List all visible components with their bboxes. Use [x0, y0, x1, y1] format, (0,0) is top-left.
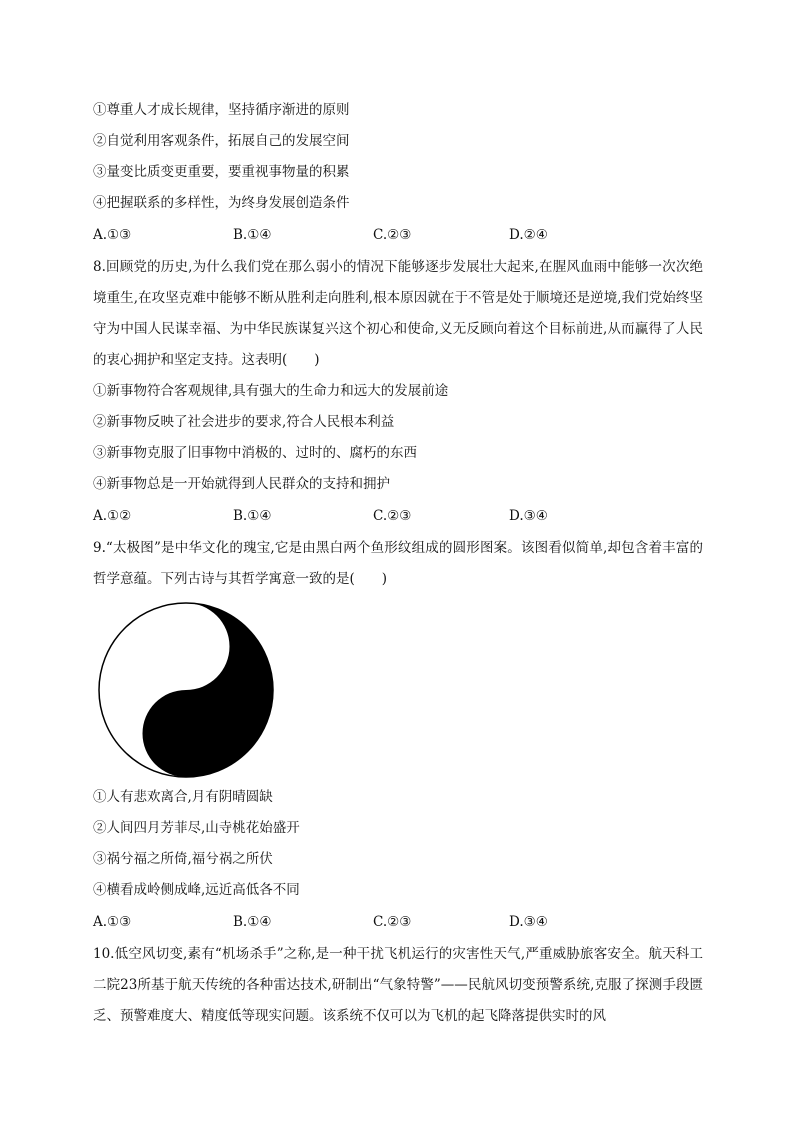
q8-statement-2: ②新事物反映了社会进步的要求,符合人民根本利益: [93, 414, 395, 430]
q10-stem: 10.低空风切变,素有“机场杀手”之称,是一种干扰飞机运行的灾害性天气,严重威胁旅客安全。航天科工二院23所基于航天传统的各种雷达技术,研制出“气象特警”——民航风切变预警系统,克服了探测手段匮乏、预警难度大、精度低等现实问题。该系统不仅可以为飞机的起飞降落提供实时的风: [93, 946, 703, 1024]
q7-statement-2: ②自觉利用客观条件，拓展自己的发展空间: [93, 133, 350, 149]
q9-statement-1: ①人有悲欢离合,月有阴晴圆缺: [93, 789, 273, 805]
q7-statement-1: ①尊重人才成长规律，坚持循序渐进的原则: [93, 102, 350, 118]
q9-options: [93, 912, 703, 932]
q7-option-d: D.②④: [509, 227, 548, 243]
q7-statement-4: ④把握联系的多样性，为终身发展创造条件: [93, 195, 350, 211]
q8-option-c: C.②③: [373, 508, 412, 524]
q9-statement-4: ④横看成岭侧成峰,远近高低各不同: [93, 882, 300, 898]
q8-option-a: A.①②: [93, 508, 132, 524]
q9-option-a: A.①③: [93, 914, 132, 930]
q9-option-c: C.②③: [373, 914, 412, 930]
q8-statement-3: ③新事物克服了旧事物中消极的、过时的、腐朽的东西: [93, 445, 417, 461]
q7-options: [93, 225, 703, 245]
taiji-yin-yang-icon: [97, 601, 275, 779]
q9-option-d: D.③④: [509, 914, 548, 930]
taiji-dark-dot: [177, 725, 195, 743]
q9-stem: 9.“太极图”是中华文化的瑰宝,它是由黑白两个鱼形纹组成的圆形图案。该图看似简单,却包含着丰富的哲学意蕴。下列古诗与其哲学寓意一致的是( ): [93, 540, 703, 587]
q9-statement-2: ②人间四月芳菲尽,山寺桃花始盛开: [93, 820, 300, 836]
taiji-light-dot: [177, 638, 195, 656]
q7-option-b: B.①④: [233, 227, 272, 243]
q8-statement-4: ④新事物总是一开始就得到人民群众的支持和拥护: [93, 476, 390, 492]
q8-option-d: D.③④: [509, 508, 548, 524]
q9-statement-3: ③祸兮福之所倚,福兮祸之所伏: [93, 851, 273, 867]
q7-statement-3: ③量变比质变更重要，要重视事物量的积累: [93, 164, 350, 180]
q9-option-b: B.①④: [233, 914, 272, 930]
q7-option-a: A.①③: [93, 227, 132, 243]
q8-statement-1: ①新事物符合客观规律,具有强大的生命力和远大的发展前途: [93, 383, 449, 399]
q8-options: [93, 506, 703, 526]
q8-option-b: B.①④: [233, 508, 272, 524]
q8-stem: 8.回顾党的历史,为什么我们党在那么弱小的情况下能够逐步发展壮大起来,在腥风血雨中能够一次次绝境重生,在攻坚克难中能够不断从胜利走向胜利,根本原因就在于不管是处于顺境还是逆境,我们党始终坚守为中国人民谋幸福、为中华民族谋复兴这个初心和使命,义无反顾向着这个目标前进,从而赢得了人民的衷心拥护和坚定支持。这表明( ): [93, 259, 703, 368]
q7-option-c: C.②③: [373, 227, 412, 243]
